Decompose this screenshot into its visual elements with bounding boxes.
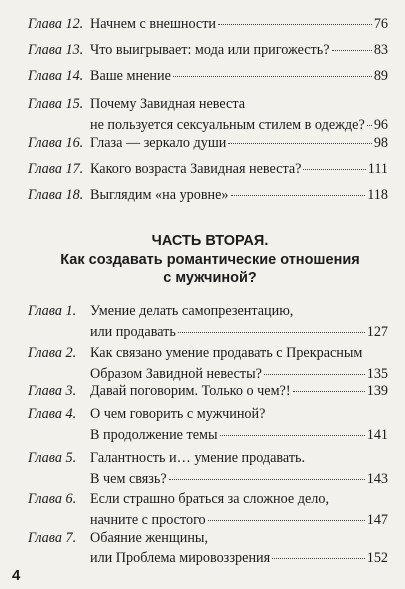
toc-entry[interactable]	[28, 343, 388, 385]
chapter-title: Давай поговорим. Только о чем?!	[90, 383, 291, 399]
chapter-title-cont: начните с простого	[90, 512, 206, 528]
dot-leader	[303, 168, 365, 170]
toc-entry[interactable]	[28, 14, 388, 35]
chapter-title-cont: или Проблема мировоззрения	[90, 550, 271, 566]
chapter-label: Глава 15.	[28, 96, 84, 112]
chapter-page: 76	[373, 16, 388, 32]
part-heading-line: Как создавать романтические отношения	[60, 251, 360, 268]
chapter-title: Начнем с внешности	[90, 16, 217, 32]
chapter-page: 147	[366, 512, 388, 528]
toc-entry[interactable]	[28, 40, 388, 61]
chapter-title-cont: В продолжение темы	[90, 427, 218, 443]
chapter-page: 143	[366, 471, 388, 487]
dot-leader	[272, 557, 365, 559]
toc-entry[interactable]	[28, 528, 388, 570]
dot-leader	[332, 49, 372, 51]
toc-entry[interactable]	[28, 94, 388, 136]
toc-entry[interactable]	[28, 133, 388, 154]
chapter-page: 83	[373, 42, 388, 58]
chapter-label: Глава 6.	[28, 491, 77, 507]
chapter-title: Почему Завидная невеста	[90, 96, 246, 112]
chapter-title-cont: не пользуется сексуальным стилем в одежде?	[90, 117, 365, 133]
toc-entry[interactable]	[28, 381, 388, 402]
chapter-label: Глава 7.	[28, 530, 77, 546]
toc-entry[interactable]	[28, 159, 388, 180]
toc-entry[interactable]	[28, 448, 388, 490]
chapter-label: Глава 4.	[28, 406, 77, 422]
chapter-title-cont: В чем связь?	[90, 471, 167, 487]
chapter-title: Какого возраста Завидная невеста?	[90, 161, 302, 177]
chapter-label: Глава 12.	[28, 16, 84, 32]
chapter-title-cont: Образом Завидной невесты?	[90, 366, 262, 382]
part-heading-line: с мужчиной?	[163, 270, 257, 286]
part-heading-line: ЧАСТЬ ВТОРАЯ.	[151, 233, 269, 249]
chapter-title: Ваше мнение	[90, 68, 171, 84]
chapter-page: 89	[373, 68, 388, 84]
chapter-label: Глава 1.	[28, 303, 77, 319]
dot-leader	[178, 331, 365, 333]
chapter-title: О чем говорить с мужчиной?	[90, 406, 266, 422]
chapter-label: Глава 17.	[28, 161, 84, 177]
chapter-page: 98	[373, 135, 388, 151]
dot-leader	[264, 373, 365, 375]
chapter-page: 152	[366, 550, 388, 566]
chapter-page: 127	[366, 324, 388, 340]
chapter-label: Глава 16.	[28, 135, 84, 151]
chapter-label: Глава 14.	[28, 68, 84, 84]
chapter-label: Глава 18.	[28, 187, 84, 203]
page-number: 4	[12, 567, 21, 584]
chapter-title: Обаяние женщины,	[90, 530, 209, 546]
toc-entry[interactable]	[28, 489, 388, 531]
chapter-title: Если страшно браться за сложное дело,	[90, 491, 329, 507]
toc-entry[interactable]	[28, 66, 388, 87]
toc-entry[interactable]	[28, 404, 388, 446]
chapter-page: 111	[367, 161, 388, 177]
toc-entry[interactable]	[28, 185, 388, 206]
chapter-title: Галантность и… умение продавать.	[90, 450, 306, 466]
chapter-title: Выглядим «на уровне»	[90, 187, 229, 203]
dot-leader	[208, 519, 365, 521]
chapter-title-cont: или продавать	[90, 324, 176, 340]
chapter-label: Глава 3.	[28, 383, 77, 399]
dot-leader	[293, 390, 365, 392]
chapter-page: 135	[366, 366, 388, 382]
dot-leader	[218, 23, 372, 25]
chapter-page: 118	[367, 187, 388, 203]
chapter-title: Что выигрывает: мода или пригожесть?	[90, 42, 330, 58]
chapter-title: Умение делать самопрезентацию,	[90, 303, 294, 319]
dot-leader	[220, 434, 365, 436]
dot-leader	[169, 478, 365, 480]
chapter-page: 96	[373, 117, 388, 133]
dot-leader	[228, 142, 371, 144]
dot-leader	[367, 124, 372, 126]
chapter-page: 139	[366, 383, 388, 399]
dot-leader	[173, 75, 372, 77]
dot-leader	[231, 194, 366, 196]
chapter-label: Глава 5.	[28, 450, 77, 466]
part-heading	[60, 232, 360, 288]
chapter-title: Глаза — зеркало души	[90, 135, 227, 151]
toc-entry[interactable]	[28, 301, 388, 343]
chapter-title: Как связано умение продавать с Прекрасным	[90, 345, 363, 361]
chapter-page: 141	[366, 427, 388, 443]
chapter-label: Глава 13.	[28, 42, 84, 58]
chapter-label: Глава 2.	[28, 345, 77, 361]
